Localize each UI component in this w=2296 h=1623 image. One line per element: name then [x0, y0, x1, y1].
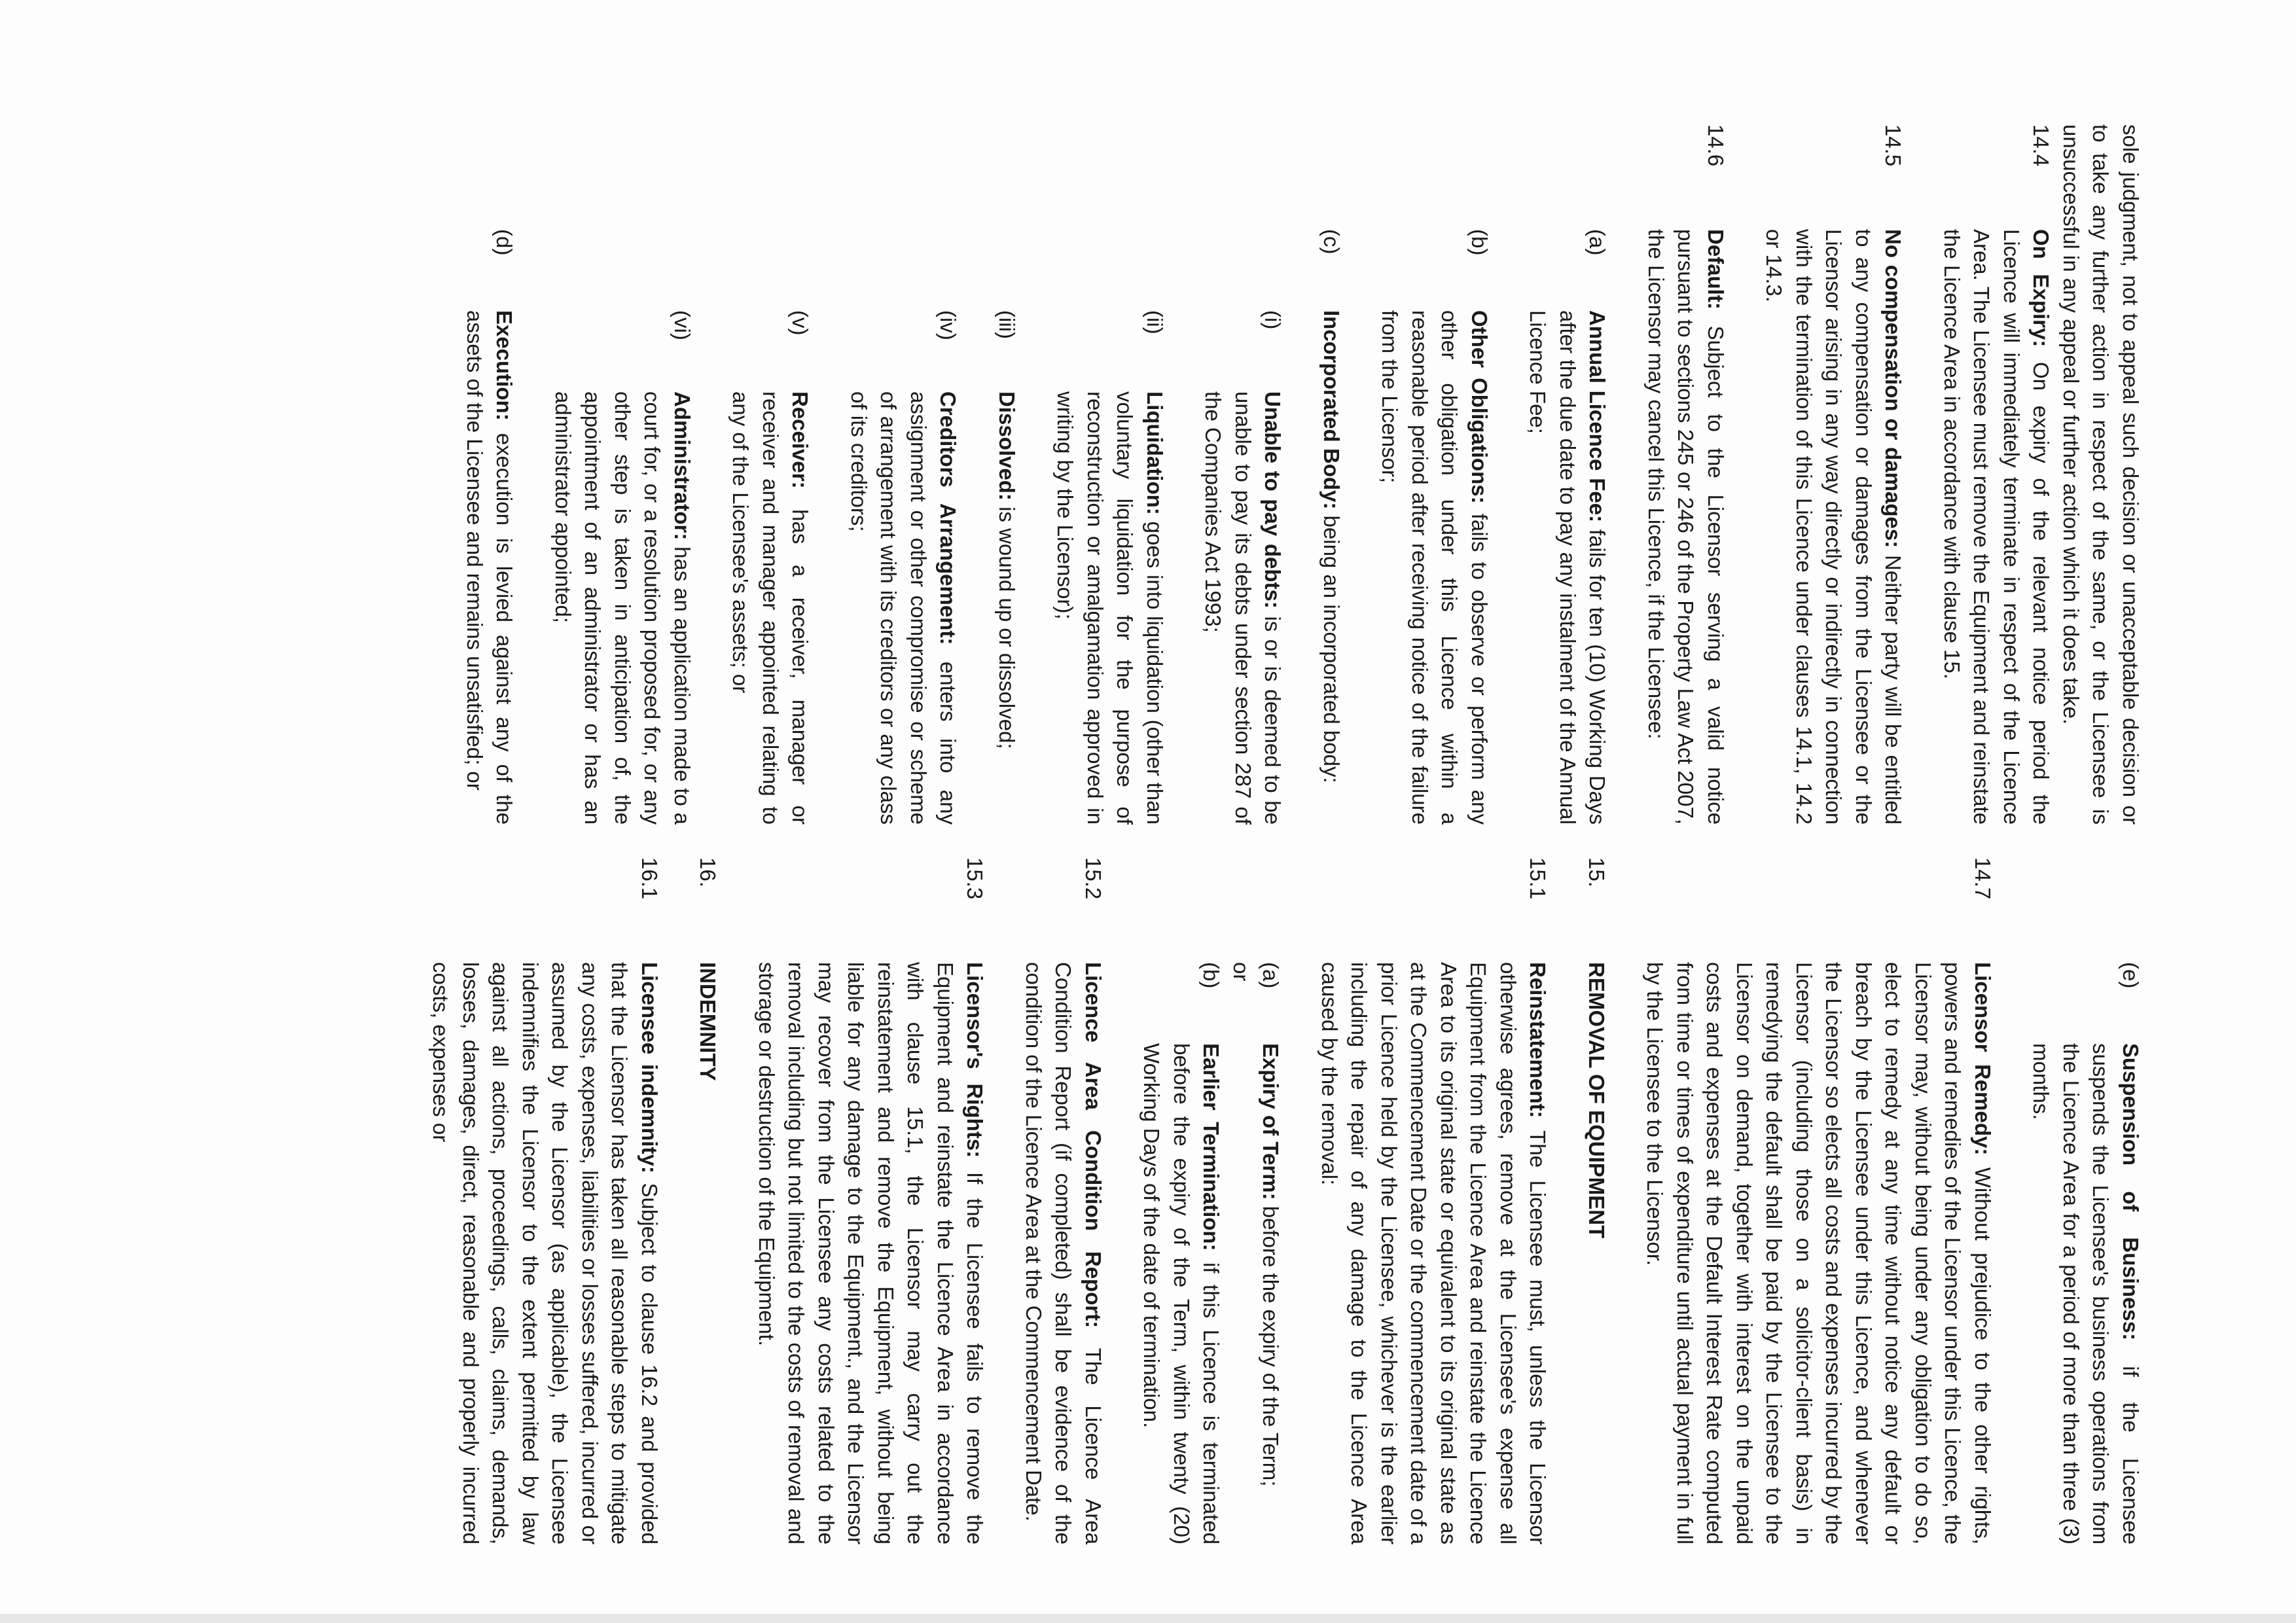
- clause-title: Licensee indemnity:: [637, 962, 662, 1173]
- clause-title: Licence Area Condition Report:: [1081, 962, 1105, 1329]
- item-title: Execution:: [492, 310, 517, 421]
- clause-number: 14.4: [2029, 124, 2054, 167]
- clause-15-1: [1315, 857, 1553, 1544]
- clause-number: 15.3: [963, 857, 988, 900]
- left-column: [431, 124, 2146, 825]
- subitem-text: is or is deemed to be unable to pay its debts under section 287 of the Companies Act 1993;: [1201, 391, 1285, 825]
- clause-text: Subject to the Licensor serving a valid notice pursuant to sections 245 or 246 of the Property Law Act 2007, the Licensor may cancel this Licence, if the Licensee:: [1644, 229, 1728, 825]
- subitem-iv: [844, 310, 963, 825]
- item-label: (b): [1199, 962, 1224, 989]
- clause-14-5: [1759, 124, 1909, 825]
- item-label: (c): [1319, 229, 1344, 255]
- clause-14-4: [1937, 124, 2056, 825]
- clause-15-1-items: [1137, 962, 1286, 1544]
- clause-text: Without prejudice to the other rights, powers and remedies of the Licensor under this Licence, the Licensor may, without being under any obligation to do so, elect to remedy at any time without notice any default or breach by the Licensee under this Licence, and whenever the Licensor so elects all costs and expenses incurred by the Licensor (including those on a solicitor-client basis) in remedying the default shall be paid by the Licensee to the Licensor on demand, together with interest on the unpaid costs and expenses at the Default Interest Rate computed from time or times of expenditure until actual payment in full by the Licensee to the Licensor.: [1643, 962, 1995, 1544]
- clause-text: The Licensee must, unless the Licensor otherwise agrees, remove at the Licensee's expense all Equipment from the Licence Area and reinstate the Licence Area to its original state or equivalent to its original state as at the Commencement Date or the commencement date of a prior Licence held by the Licensee, whichever is the earlier including the repair of any damage to the Licence Area caused by the removal:: [1318, 962, 1551, 1545]
- subitem-title: Receiver:: [788, 391, 813, 489]
- item-label: (e): [2119, 962, 2143, 989]
- item-text: fails for ten (10) Working Days after the due date to pay any instalment of the Annual Licence Fee;: [1526, 310, 1610, 825]
- item-text: before the expiry of the Term;: [1259, 1205, 1283, 1487]
- item-title: Annual Licence Fee:: [1585, 310, 1610, 523]
- item-a: [1256, 962, 1286, 1544]
- subitem-label: (iv): [936, 310, 961, 340]
- section-16-heading: [693, 857, 723, 1544]
- clause-text: If the Licensee fails to remove the Equipment and reinstate the Licence Area in accordance with clause 15.1, the Licensor may carry out the reinstatement and remove the Equipment, without being liable for any damage to the Equipment., and the Licensor may recover from the Licensee any costs related to the removal including but not limited to the costs of removal and storage or destruction of the Equipment.: [755, 962, 988, 1545]
- item-connector: or: [1229, 962, 1253, 982]
- clause-14-7: [1640, 857, 1998, 1544]
- item-label: (d): [492, 229, 517, 256]
- subitem-title: Creditors Arrangement:: [936, 391, 961, 645]
- section-number: 16.: [696, 857, 721, 887]
- clause-16-1: [426, 857, 664, 1544]
- subitem-iii: [992, 310, 1022, 825]
- subitem-title: Administrator:: [670, 391, 694, 541]
- section-title: INDEMNITY: [696, 962, 721, 1081]
- clause-text: Neither party will be entitled to any compensation or damages from the Licensee or the Licensor arising in any way directly or indirectly in connection with the termination of this Licence under clauses 14.1, 14.2 or 14.3.: [1762, 229, 1906, 825]
- clause-14-6-items-continued: [2026, 962, 2145, 1544]
- item-text: fails to observe or perform any other obligation under this Licence within a reasonable period after receiving notice of the failure from the Licensor;: [1378, 310, 1492, 825]
- item-text: being an incorporated body:: [1319, 515, 1344, 783]
- clause-15-2: [1019, 857, 1109, 1544]
- clause-title: No compensation or damages:: [1881, 229, 1906, 548]
- item-e: [2026, 962, 2145, 1544]
- clause-title: On Expiry:: [2029, 229, 2054, 348]
- item-title: Other Obligations:: [1467, 310, 1492, 504]
- subitem-label: (vi): [670, 310, 694, 340]
- subitem-vi: [548, 310, 698, 825]
- item-title: Incorporated Body:: [1319, 310, 1344, 510]
- section-number: 15.: [1585, 857, 1609, 887]
- clause-14-6: [1641, 124, 1731, 825]
- item-c: [1317, 229, 1347, 825]
- right-column: [397, 857, 2145, 1544]
- clause-number: 14.5: [1881, 124, 1906, 167]
- item-title: Expiry of Term:: [1259, 1043, 1283, 1200]
- subitem-label: (ii): [1143, 310, 1167, 334]
- clause-15-3: [752, 857, 990, 1544]
- item-text: if the Licensee suspends the Licensee's business operations from the Licence Area for a period of more than three (3) months.: [2029, 1043, 2143, 1544]
- item-label: (b): [1467, 229, 1492, 256]
- subitem-text: has a receiver, manager or receiver and manager appointed relating to any of the Licensee's assets; or: [728, 391, 813, 825]
- clause-number: 14.7: [1971, 857, 1995, 900]
- item-label: (a): [1585, 229, 1610, 256]
- clause-14-6-items: [460, 229, 1613, 825]
- clause-number: 16.1: [637, 857, 662, 900]
- item-label: (a): [1259, 962, 1283, 989]
- clause-number: 15.2: [1081, 857, 1105, 900]
- subitem-label: (i): [1261, 310, 1285, 330]
- subitem-label: (iii): [995, 310, 1019, 339]
- item-text: execution is levied against any of the assets of the Licensee and remains unsatisfied; or: [463, 310, 517, 825]
- section-title: REMOVAL OF EQUIPMENT: [1585, 962, 1609, 1239]
- item-c-subitems: [548, 310, 1288, 825]
- subitem-title: Liquidation:: [1143, 391, 1167, 515]
- item-b: [1375, 229, 1494, 825]
- item-b: [1137, 962, 1227, 1544]
- subitem-text: is wound up or dissolved;: [995, 507, 1019, 749]
- item-title: Suspension of Business:: [2119, 1043, 2143, 1341]
- item-title: Earlier Termination:: [1199, 1043, 1224, 1251]
- clause-text: Subject to clause 16.2 and provided that the Licensor has taken all reasonable steps to mitigate any costs, expenses, liabilities or losses suffered, incurred or assumed by the Licensor (as applicable), the Licensee indemnifies the Licensor to the extent permitted by law against all actions, proceedings, calls, claims, demands, losses, damages, direct, reasonable and properly incurred costs, expenses or: [429, 962, 662, 1545]
- item-d: [460, 229, 520, 825]
- subitem-text: goes into liquidation (other than voluntary liquidation for the purpose of reconstruction or amalgamation approved in writing by the Licensor);: [1053, 391, 1167, 825]
- section-15-heading: [1582, 857, 1612, 1544]
- subitem-i: [1198, 310, 1288, 825]
- clause-title: Licensor's Rights:: [963, 962, 988, 1158]
- item-text: if this Licence is terminated before the expiry of the Term, within twenty (20) Working Days of the date of termination.: [1139, 1043, 1224, 1545]
- subitem-text: has an application made to a court for, or a resolution proposed for, or any other step is taken in anticipation of, the appointment of an administrator or has an administrator appointed;: [551, 391, 694, 825]
- subitem-ii: [1050, 310, 1170, 825]
- clause-title: Reinstatement:: [1526, 962, 1551, 1118]
- clause-title: Default:: [1704, 229, 1728, 310]
- subitem-title: Unable to pay debts:: [1261, 391, 1285, 609]
- clause-number: 15.1: [1526, 857, 1551, 900]
- subitem-text: enters into any assignment or other compromise or scheme of arrangement with its creditors or any class of its creditors;: [847, 391, 961, 825]
- subitem-title: Dissolved:: [995, 391, 1019, 501]
- clause-title: Licensor Remedy:: [1971, 962, 1995, 1156]
- item-a: [1523, 229, 1613, 825]
- clause-text: The Licence Area Condition Report (if completed) shall be evidence of the condition of the Licence Area at the Commencement Date.: [1022, 962, 1105, 1544]
- subitem-label: (v): [788, 310, 813, 336]
- subitem-v: [726, 310, 816, 825]
- clause-text: On expiry of the relevant notice period the Licence will immediately terminate in respect of the Licence Area. The Licensee must remove the Equipment and reinstate the Licence Area in accordance with clause 15.: [1940, 229, 2054, 825]
- clause-number: 14.6: [1704, 124, 1728, 167]
- clause-14-3-continuation: sole judgment, not to appeal such decision or unacceptable decision or to take any further action in respect of the same, or the Licensee is unsuccessful in any appeal or further action which it does take.: [2059, 124, 2143, 825]
